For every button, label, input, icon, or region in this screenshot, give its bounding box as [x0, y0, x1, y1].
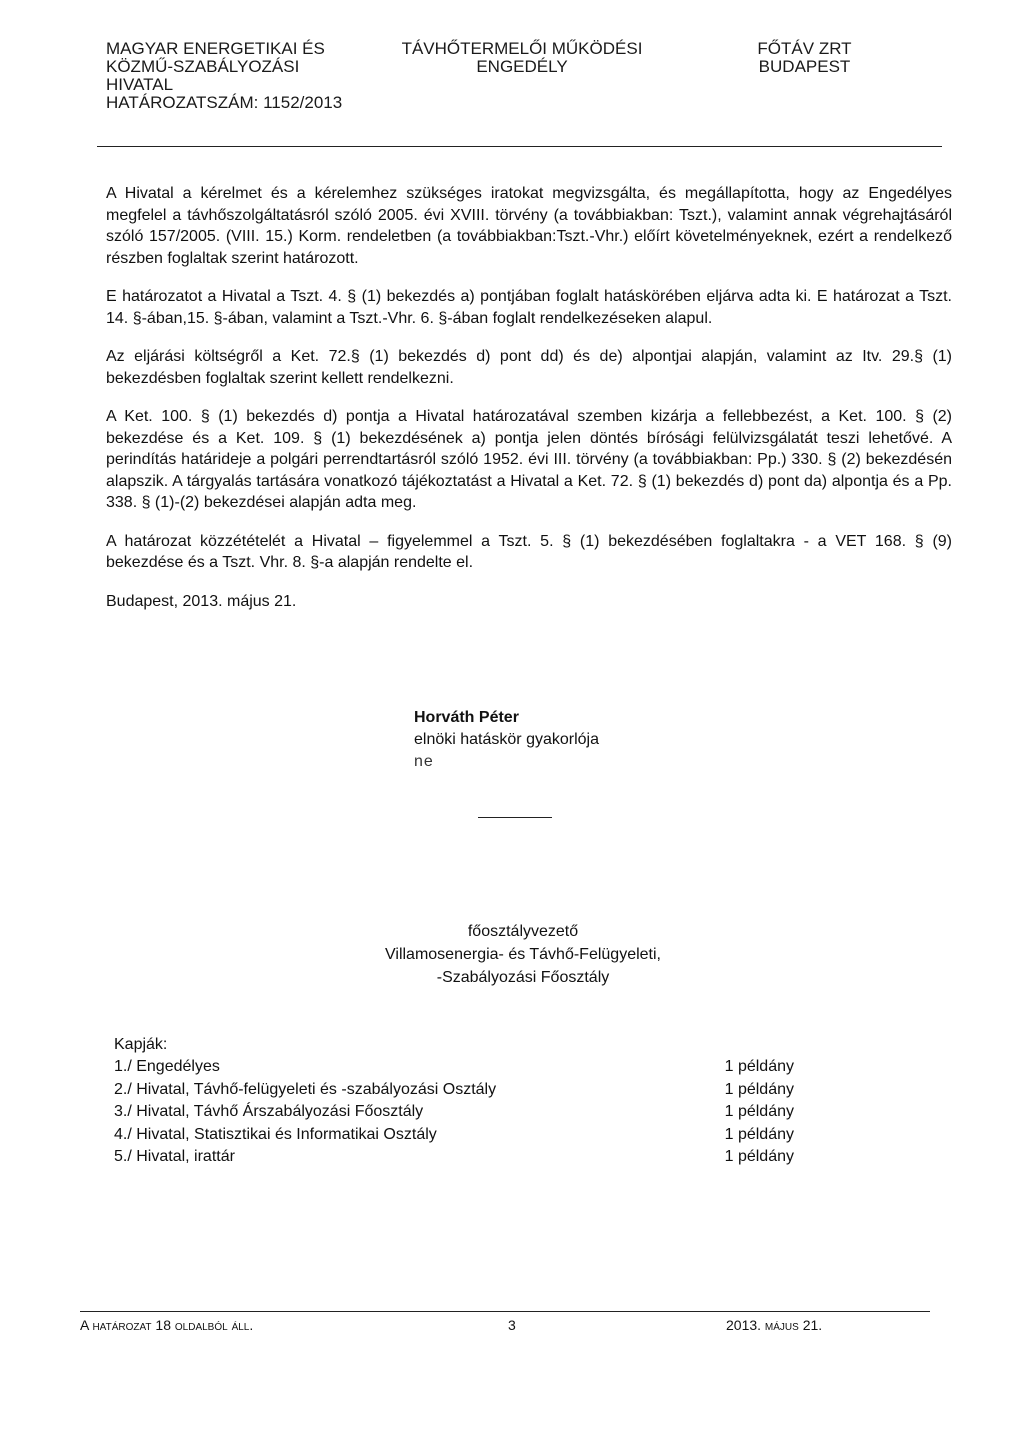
recipient-name: 1./ Engedélyes: [114, 1058, 220, 1075]
recipient-copies: 1 példány: [724, 1148, 794, 1165]
list-item: [114, 1079, 794, 1102]
paragraph: Az eljárási költségről a Ket. 72.§ (1) bekezdés d) pont dd) és de) alpontjai alapján, valamint az Itv. 29.§ (1) bekezdésben foglaltak szerint kellett rendelkezni.: [106, 348, 952, 387]
paragraph: A Ket. 100. § (1) bekezdés d) pontja a Hivatal határozatával szemben kizárja a fellebbezést, a Ket. 100. § (2) bekezdése és a Ket. 109. § (1) bekezdésének a) pontja jelen döntés bírósági felülvizsgálatát teszi lehetővé. A perindítás határideje a polgári perrendtartásról szóló 1952. évi III. törvény (a továbbiakban: Pp.) 330. § (2) bekezdésén alapszik. A tárgyalás tartására vonatkozó tájékoztatást a Hivatal a Ket. 72. § (1) bekezdés d) pont da) alpontja és a Pp. 338. § (1)-(2) bekezdései alapján adta meg.: [106, 408, 952, 511]
header-licensee: [752, 40, 857, 76]
header-authority-line: KÖZMŰ-SZABÁLYOZÁSI: [106, 57, 300, 76]
recipient-name: 3./ Hivatal, Távhő Árszabályozási Főosztály: [114, 1103, 424, 1120]
recipient-copies: 1 példány: [724, 1058, 794, 1075]
header-divider: [97, 146, 942, 147]
footer-page-number: 3: [508, 1317, 516, 1333]
header-license-type: [397, 40, 647, 76]
department-block: [358, 920, 688, 989]
header-authority-line: HIVATAL: [106, 75, 174, 94]
list-item: [114, 1124, 794, 1147]
document-body: [106, 183, 952, 612]
header-decision-number: HATÁROZATSZÁM: 1152/2013: [106, 93, 343, 112]
list-item: [114, 1101, 794, 1124]
header-license-line: ENGEDÉLY: [476, 57, 568, 76]
signature-line: [478, 817, 552, 818]
recipient-name: 2./ Hivatal, Távhő-felügyeleti és -szabályozási Osztály: [114, 1080, 497, 1098]
header-licensee-line: FŐTÁV ZRT: [757, 39, 852, 58]
signatory-role-partial: ne: [414, 753, 434, 769]
paragraph: A Hivatal a kérelmet és a kérelemhez szükséges iratokat megvizsgálta, és megállapította, hogy az Engedélyes megfelel a távhőszolgáltatásról szóló 2005. évi XVIII. törvény (a továbbiakban: Tszt.), valamint annak végrehajtásáról szóló 157/2005. (VIII. 15.) Korm. rendeletben (a továbbiakban:Tszt.-Vhr.) előírt követelményeknek, ezért a rendelkező részben foglaltak szerint határozott.: [106, 185, 952, 267]
header-authority-line: MAGYAR ENERGETIKAI ÉS: [106, 39, 325, 58]
recipient-copies: 1 példány: [724, 1080, 794, 1098]
footer-date: 2013. május 21.: [726, 1317, 823, 1333]
signatory-role-cutoff: [414, 751, 599, 769]
place-date: Budapest, 2013. május 21.: [106, 592, 297, 610]
recipient-name: 5./ Hivatal, irattár: [114, 1148, 235, 1165]
department-name: Villamosenergia- és Távhő-Felügyeleti,: [385, 946, 661, 963]
recipient-copies: 1 példány: [724, 1125, 794, 1143]
header-licensee-line: BUDAPEST: [758, 57, 851, 76]
footer-page-count: A határozat 18 oldalból áll.: [80, 1317, 254, 1333]
header-authority: [106, 40, 342, 112]
paragraph: E határozatot a Hivatal a Tszt. 4. § (1) bekezdés a) pontjában foglalt hatáskörében eljárva adta ki. E határozat a Tszt. 14. §-ában,15. §-ában, valamint a Tszt.-Vhr. 6. §-ában foglalt rendelkezéseken alapul.: [106, 288, 952, 327]
recipient-name: 4./ Hivatal, Statisztikai és Informatikai Osztály: [114, 1125, 437, 1143]
department-title: főosztályvezető: [467, 923, 579, 940]
recipient-copies: 1 példány: [724, 1103, 794, 1120]
department-name: -Szabályozási Főosztály: [436, 969, 610, 986]
list-item: [114, 1056, 794, 1079]
header-license-line: TÁVHŐTERMELŐI MŰKÖDÉSI: [401, 39, 643, 58]
signatory-name: Horváth Péter: [414, 709, 519, 726]
list-item: [114, 1146, 794, 1169]
footer-divider: [80, 1311, 930, 1312]
recipients-list: [114, 1056, 794, 1169]
paragraph: A határozat közzétételét a Hivatal – figyelemmel a Tszt. 5. § (1) bekezdésében foglaltakra - a VET 168. § (9) bekezdése és a Tszt. Vhr. 8. §-a alapján rendelte el.: [106, 532, 952, 571]
signature-block: [414, 707, 599, 769]
signatory-role: elnöki hatáskör gyakorlója: [414, 731, 599, 748]
recipients-heading: Kapják:: [114, 1036, 168, 1053]
